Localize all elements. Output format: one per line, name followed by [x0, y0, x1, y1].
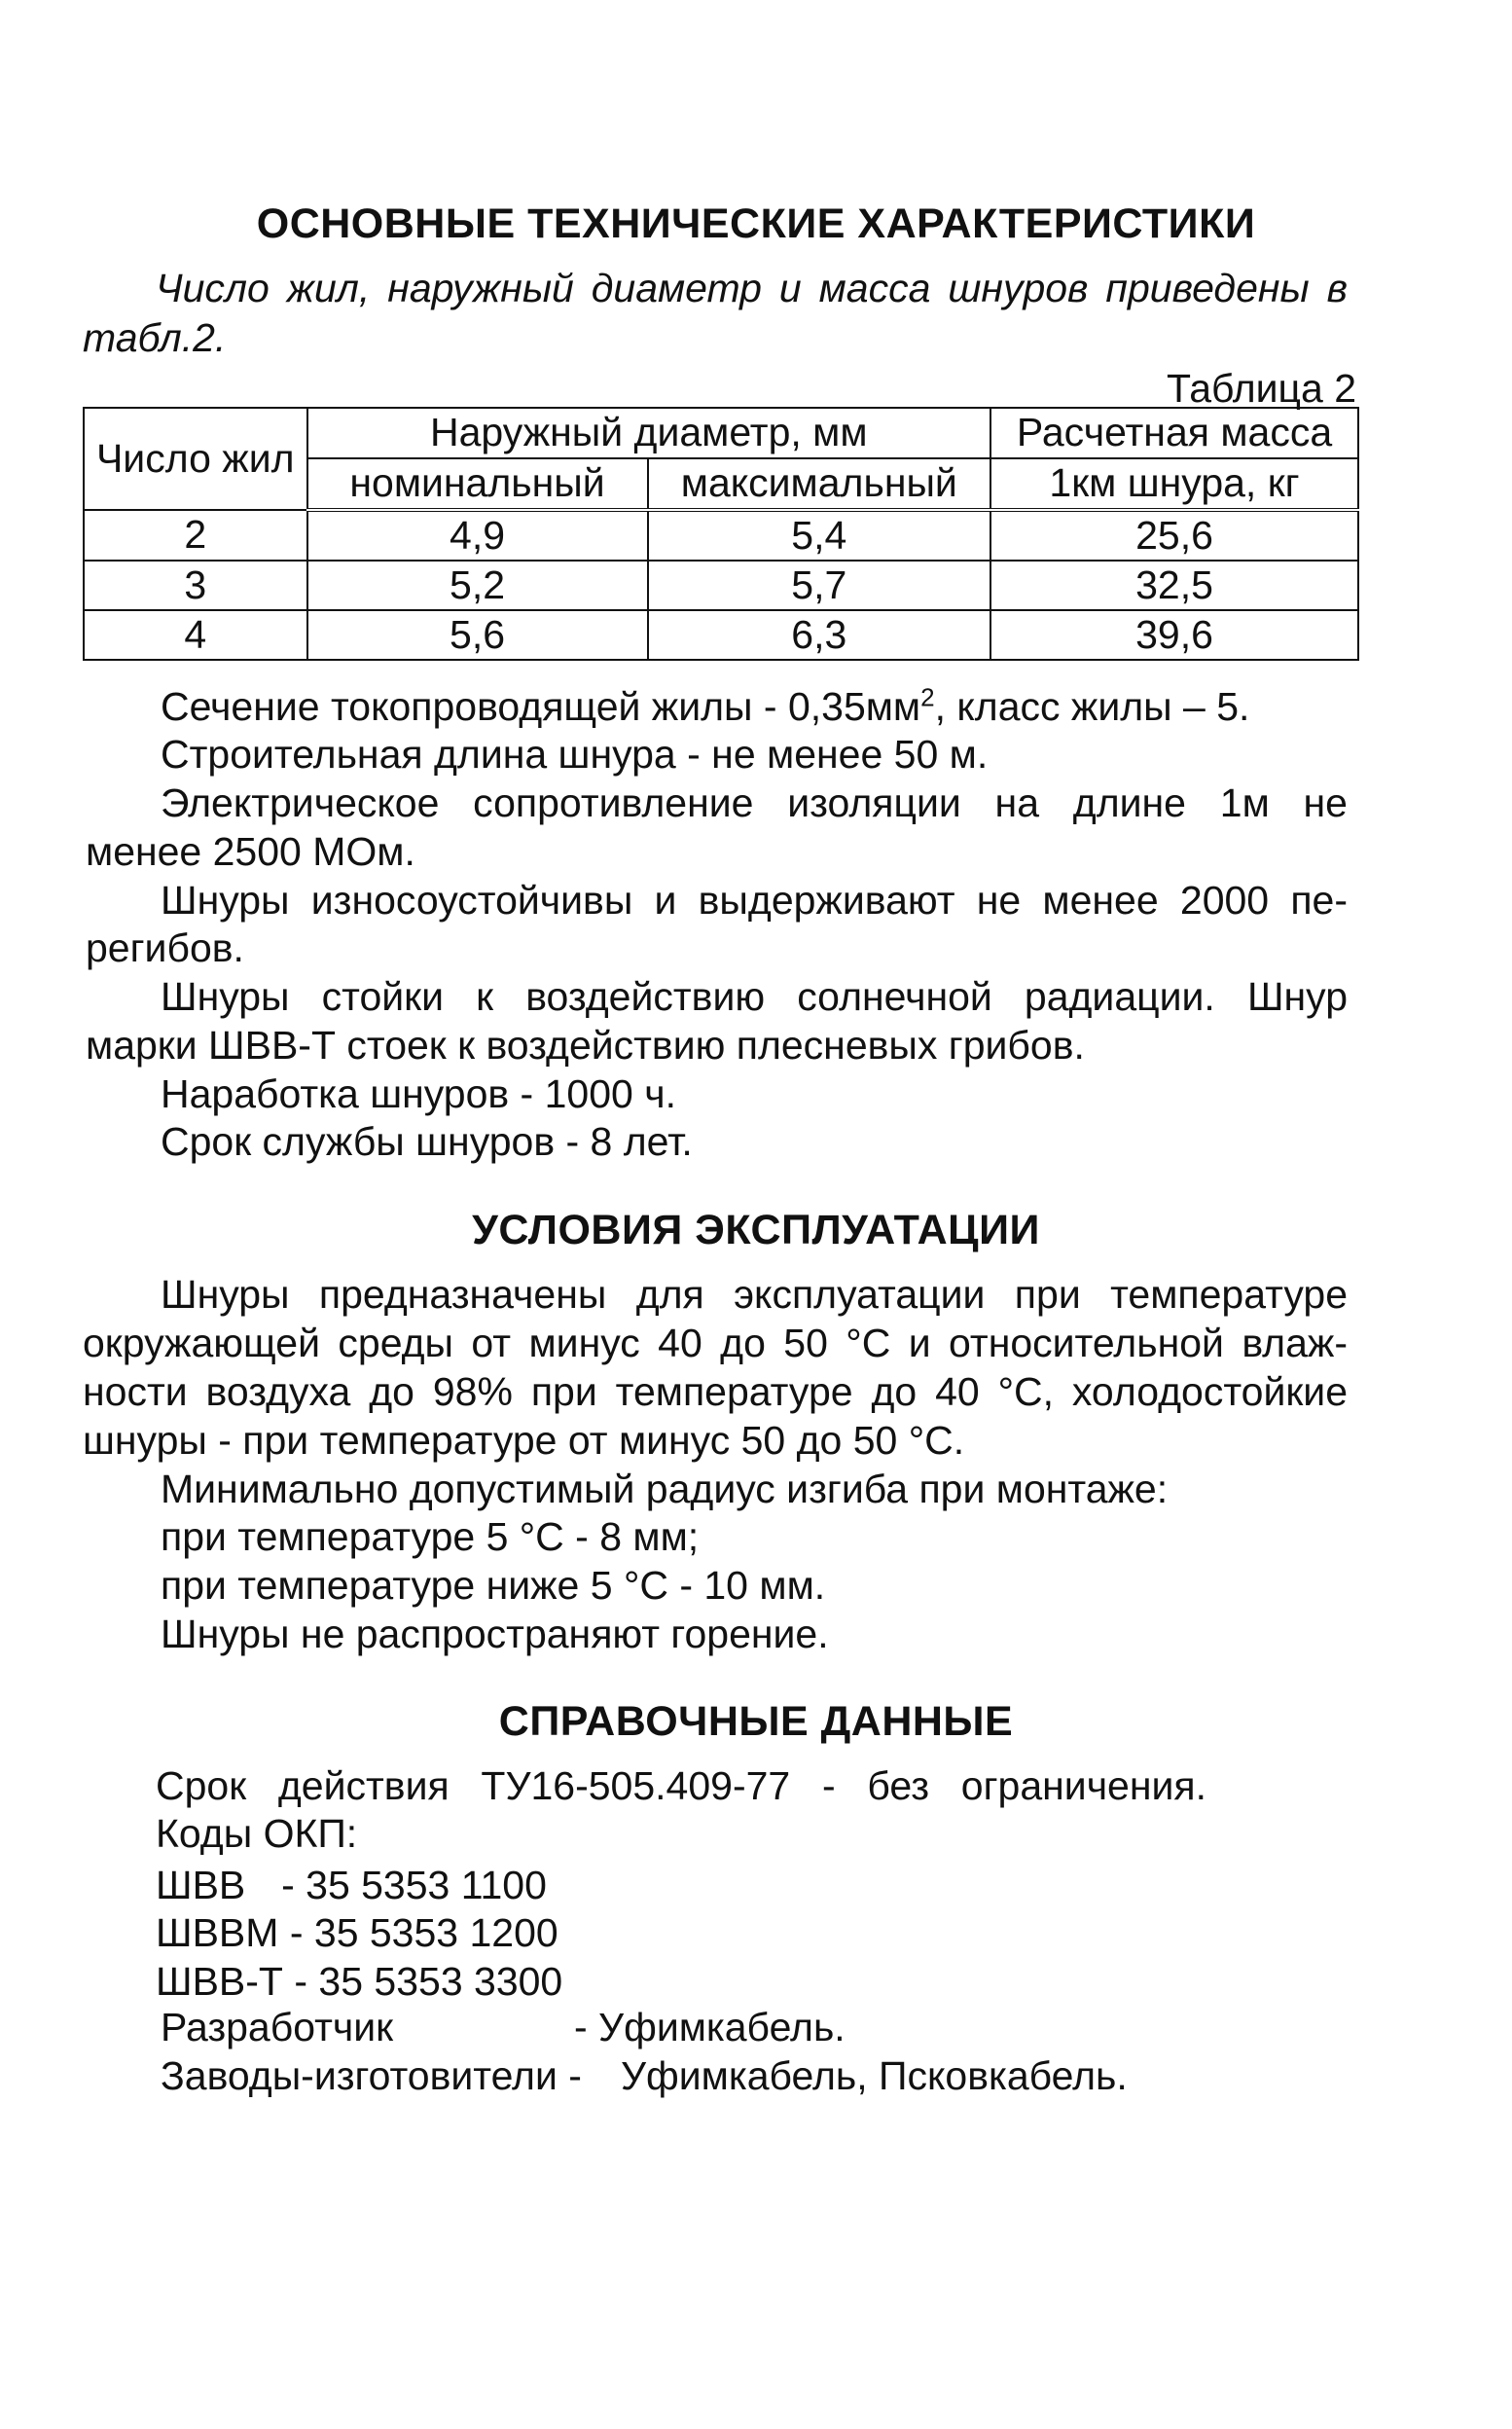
table-row — [84, 610, 1358, 660]
spec-resistance-line-1: Электрическое сопротивление изоляции на длине 1м не — [161, 780, 1348, 825]
manufacturers-label: Заводы-изготовители - — [161, 2053, 582, 2098]
okp-code-value: - 35 5353 1200 — [289, 1910, 558, 1955]
spec-cross-section-pre: Сечение токопроводящей жилы - 0,35мм — [161, 684, 921, 729]
okp-codes-label: Коды ОКП: — [156, 1811, 358, 1856]
spec-solar-line-1: Шнуры стойки к воздействию солнечной радиации. Шнур — [161, 974, 1348, 1019]
developer-label: Разработчик — [161, 2005, 394, 2049]
spec-resistance-line-2: менее 2500 МОм. — [86, 829, 415, 874]
cell-mass: 25,6 — [990, 510, 1358, 561]
spec-operating-time: Наработка шнуров - 1000 ч. — [161, 1071, 676, 1116]
spec-cross-section-post: , класс жилы – 5. — [934, 684, 1250, 729]
okp-code-row — [156, 1959, 562, 2005]
header-nominal: номинальный — [307, 458, 648, 510]
conditions-line-1: Шнуры предназначены для эксплуатации при температуре — [161, 1272, 1348, 1317]
spec-table — [83, 407, 1359, 661]
manufacturers-value: Уфимкабель, Псковкабель. — [621, 2053, 1128, 2098]
spec-length: Строительная длина шнура - не менее 50 м. — [161, 732, 989, 777]
cell-nominal: 5,2 — [307, 561, 648, 610]
cell-cores: 2 — [84, 510, 307, 561]
table-caption: Таблица 2 — [1167, 366, 1356, 411]
header-mass-line1: Расчетная масса — [990, 408, 1358, 458]
cell-nominal: 4,9 — [307, 510, 648, 561]
fire-resistance: Шнуры не распространяют горение. — [161, 1612, 829, 1656]
cell-maximum: 6,3 — [648, 610, 990, 660]
section-title-technical: ОСНОВНЫЕ ТЕХНИЧЕСКИЕ ХАРАКТЕРИСТИКИ — [256, 200, 1256, 247]
conditions-line-3: ности воздуха до 98% при температуре до 40 °С, холодостойкие — [83, 1369, 1348, 1414]
header-cores: Число жил — [84, 408, 307, 510]
spec-service-life: Срок службы шнуров - 8 лет. — [161, 1119, 693, 1164]
okp-code-row — [156, 1910, 558, 1956]
okp-code-value: - 35 5353 3300 — [294, 1959, 563, 2004]
validity-term: Срок действия ТУ16-505.409-77 - без ограничения. — [156, 1763, 1206, 1808]
table-row — [84, 510, 1358, 561]
cell-mass: 39,6 — [990, 610, 1358, 660]
conditions-line-2: окружающей среды от минус 40 до 50 °С и относительной влаж- — [83, 1321, 1348, 1365]
section-title-operating-conditions: УСЛОВИЯ ЭКСПЛУАТАЦИИ — [472, 1207, 1040, 1253]
spec-cross-section-sup: 2 — [920, 682, 935, 712]
table-row — [84, 561, 1358, 610]
okp-code-row — [156, 1863, 547, 1908]
developer-value: - Уфимкабель. — [574, 2005, 846, 2049]
conditions-line-4: шнуры - при температуре от минус 50 до 50 °С. — [83, 1418, 965, 1463]
header-mass-line2: 1км шнура, кг — [990, 458, 1358, 510]
spec-solar-line-2: марки ШВВ-Т стоек к воздействию плесневых грибов. — [86, 1023, 1085, 1068]
cell-maximum: 5,4 — [648, 510, 990, 561]
bend-radius-a: при температуре 5 °С - 8 мм; — [161, 1514, 700, 1559]
header-maximum: максимальный — [648, 458, 990, 510]
section-title-reference-data: СПРАВОЧНЫЕ ДАННЫЕ — [498, 1698, 1014, 1745]
okp-code-name: ШВВМ — [156, 1910, 279, 1955]
spec-wear-line-1: Шнуры износоустойчивы и выдерживают не менее 2000 пе- — [161, 878, 1348, 923]
okp-code-name: ШВВ-Т — [156, 1959, 283, 2004]
spec-wear-line-2: регибов. — [86, 925, 244, 970]
intro-line-1: Число жил, наружный диаметр и масса шнуров приведены в — [156, 266, 1348, 310]
bend-radius-intro: Минимально допустимый радиус изгиба при монтаже: — [161, 1467, 1169, 1511]
cell-mass: 32,5 — [990, 561, 1358, 610]
cell-maximum: 5,7 — [648, 561, 990, 610]
bend-radius-b: при температуре ниже 5 °С - 10 мм. — [161, 1563, 826, 1608]
cell-cores: 3 — [84, 561, 307, 610]
intro-line-2: табл.2. — [83, 315, 227, 360]
cell-cores: 4 — [84, 610, 307, 660]
okp-code-name: ШВВ — [156, 1863, 246, 1907]
spec-cross-section — [161, 682, 1250, 729]
header-outer-diameter: Наружный диаметр, мм — [307, 408, 991, 458]
okp-code-value: - 35 5353 1100 — [281, 1863, 547, 1907]
cell-nominal: 5,6 — [307, 610, 648, 660]
